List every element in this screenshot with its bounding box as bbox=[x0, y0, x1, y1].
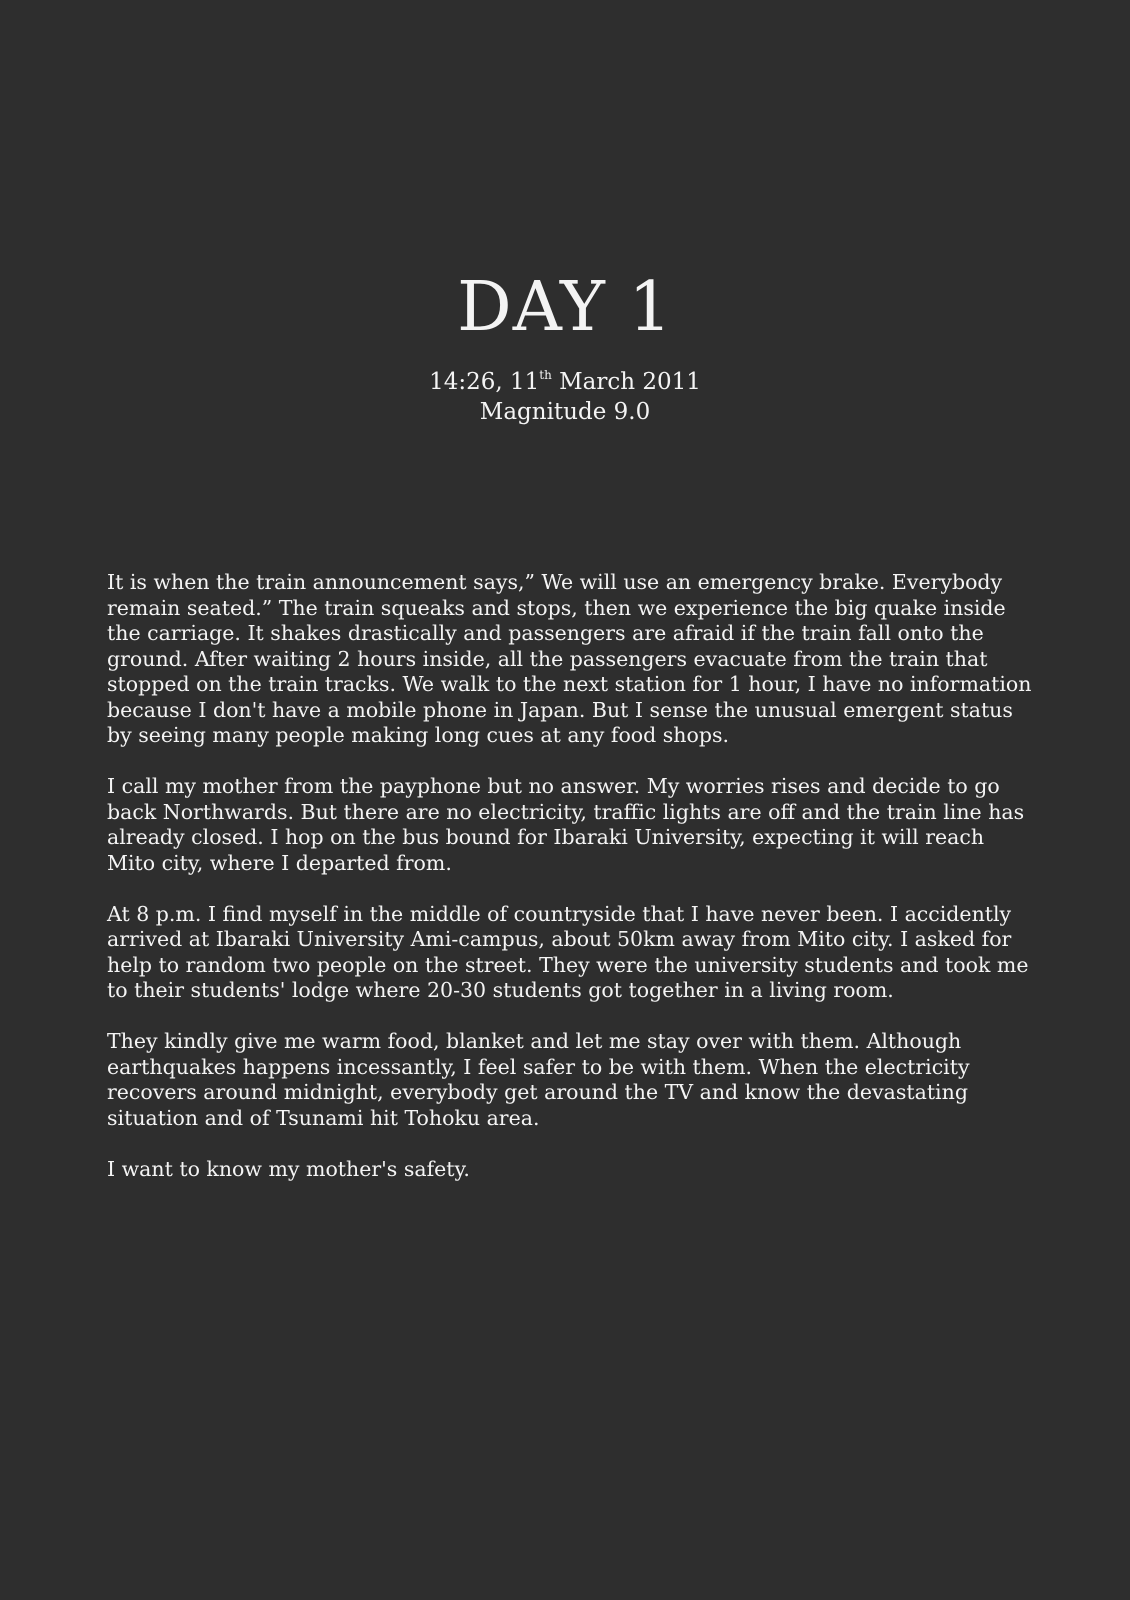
date-time: 14:26, 11 bbox=[429, 369, 540, 395]
date-line bbox=[0, 367, 1130, 397]
paragraph-5: I want to know my mother's safety. bbox=[107, 1156, 470, 1181]
paragraph-4: They kindly give me warm food, blanket and let me stay over with them. Although earthquakes happens incessantly, I feel safer to be with them. When the electricity recovers around midnight, everybody get around the TV and know the devastating situation and of Tsunami hit Tohoku area. bbox=[107, 1029, 970, 1130]
paragraph-1: It is when the train announcement says,” We will use an emergency brake. Everybody remain seated.” The train squeaks and stops, then we experience the big quake inside the carriage. It shakes drastically and passengers are afraid if the train fall onto the ground. After waiting 2 hours inside, all the passengers evacuate from the train that stopped on the train tracks. We walk to the next station for 1 hour, I have no information because I don't have a mobile phone in Japan. But I sense the unusual emergent status by seeing many people making long cues at any food shops. bbox=[107, 570, 1032, 747]
date-rest: March 2011 bbox=[551, 369, 701, 395]
page-title: DAY 1 bbox=[457, 268, 673, 347]
subtitle-block bbox=[0, 367, 1130, 427]
magnitude-line: Magnitude 9.0 bbox=[479, 399, 651, 425]
story-body bbox=[107, 570, 1037, 1208]
paragraph-2: I call my mother from the payphone but no answer. My worries rises and decide to go back Northwards. But there are no electricity, traffic lights are off and the train line has already closed. I hop on the bus bound for Ibaraki University, expecting it will reach Mito city, where I departed from. bbox=[107, 774, 1025, 875]
paragraph-3: At 8 p.m. I find myself in the middle of countryside that I have never been. I accidently arrived at Ibaraki University Ami-campus, about 50km away from Mito city. I asked for help to random two people on the street. They were the university students and took me to their students' lodge where 20-30 students got together in a living room. bbox=[107, 901, 1029, 1002]
date-ordinal: th bbox=[539, 368, 552, 382]
